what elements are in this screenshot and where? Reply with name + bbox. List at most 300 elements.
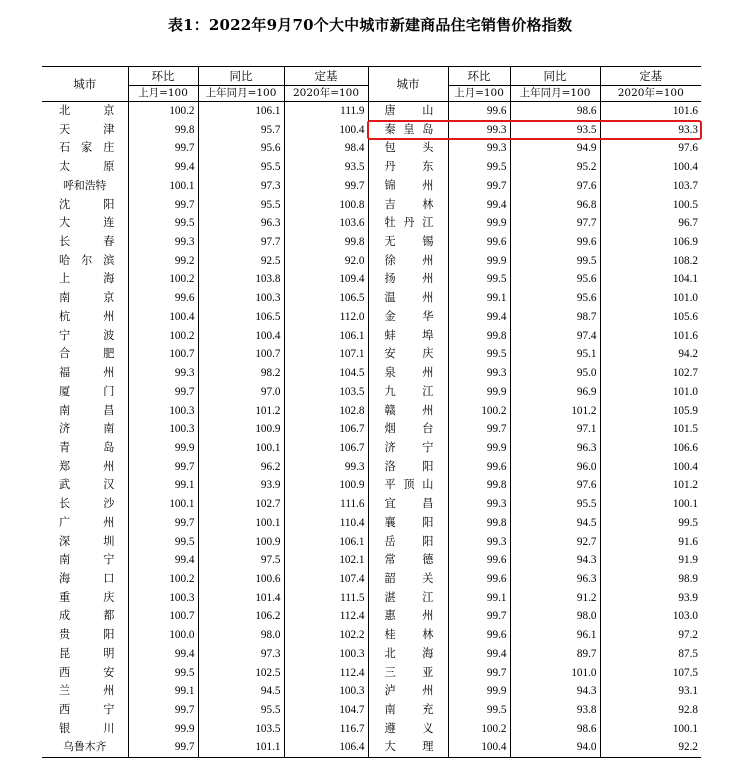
table-row	[42, 514, 701, 533]
city-name-right: 湛 江	[368, 589, 448, 608]
header-yoy-left: 同比	[198, 67, 284, 86]
index-yoy-left: 97.0	[198, 383, 284, 402]
table-row	[42, 383, 701, 402]
index-yoy-right: 95.6	[510, 289, 600, 308]
index-base-left: 99.7	[284, 177, 368, 196]
index-yoy-right: 94.3	[510, 682, 600, 701]
index-base-right: 92.2	[600, 738, 701, 757]
header-base-sub-right: 2020年=100	[600, 86, 701, 102]
table-row	[42, 196, 701, 215]
city-name-left: 哈尔滨	[59, 253, 115, 267]
index-mom-right: 99.7	[448, 177, 510, 196]
index-yoy-left: 96.3	[198, 214, 284, 233]
index-yoy-right: 89.7	[510, 645, 600, 664]
city-name-right: 遵 义	[368, 720, 448, 739]
index-base-right: 100.1	[600, 720, 701, 739]
index-yoy-right: 97.1	[510, 420, 600, 439]
index-mom-right: 99.8	[448, 514, 510, 533]
table-row	[42, 439, 701, 458]
index-base-right: 100.1	[600, 495, 701, 514]
table-row	[42, 664, 701, 683]
index-base-right: 93.3	[600, 121, 701, 140]
table-row	[42, 289, 701, 308]
index-mom-right: 100.2	[448, 720, 510, 739]
city-name-left: 宁 波	[59, 328, 115, 342]
index-yoy-left: 94.5	[198, 682, 284, 701]
city-name-left: 乌鲁木齐	[42, 738, 128, 757]
city-name-left: 银 川	[59, 721, 115, 735]
city-name-left: 成 都	[59, 609, 115, 623]
index-yoy-right: 98.6	[510, 720, 600, 739]
index-mom-left: 99.7	[128, 196, 198, 215]
table-row	[42, 645, 701, 664]
index-base-right: 101.2	[600, 476, 701, 495]
table-row	[42, 102, 701, 121]
index-mom-left: 99.7	[128, 139, 198, 158]
index-mom-left: 99.6	[128, 289, 198, 308]
index-mom-right: 99.9	[448, 439, 510, 458]
header-yoy-right: 同比	[510, 67, 600, 86]
table-body	[42, 102, 701, 758]
city-name-right: 南 充	[368, 701, 448, 720]
index-base-right: 94.2	[600, 345, 701, 364]
index-yoy-right: 98.0	[510, 607, 600, 626]
index-base-left: 109.4	[284, 270, 368, 289]
table-row	[42, 177, 701, 196]
city-name-right: 牡丹江	[368, 214, 448, 233]
index-base-right: 93.1	[600, 682, 701, 701]
table-row	[42, 158, 701, 177]
table-row	[42, 308, 701, 327]
city-name-right: 济 宁	[368, 439, 448, 458]
city-name-left: 上 海	[59, 272, 115, 286]
city-name-right: 安 庆	[368, 345, 448, 364]
index-mom-right: 99.6	[448, 626, 510, 645]
index-mom-left: 99.3	[128, 233, 198, 252]
table-row	[42, 252, 701, 271]
city-name-right: 平顶山	[368, 476, 448, 495]
city-name-right: 九 江	[368, 383, 448, 402]
index-base-left: 98.4	[284, 139, 368, 158]
index-mom-left: 99.5	[128, 533, 198, 552]
index-mom-left: 100.4	[128, 308, 198, 327]
index-yoy-left: 100.4	[198, 327, 284, 346]
table-row	[42, 139, 701, 158]
table-row	[42, 420, 701, 439]
index-mom-right: 99.4	[448, 645, 510, 664]
index-yoy-right: 95.2	[510, 158, 600, 177]
index-yoy-right: 94.9	[510, 139, 600, 158]
header-city-right: 城市	[368, 67, 448, 102]
index-yoy-right: 92.7	[510, 533, 600, 552]
index-yoy-left: 100.1	[198, 439, 284, 458]
index-mom-right: 99.1	[448, 289, 510, 308]
index-base-left: 111.6	[284, 495, 368, 514]
index-base-left: 106.4	[284, 738, 368, 757]
city-name-left: 西 安	[59, 665, 115, 679]
city-name-right: 韶 关	[368, 570, 448, 589]
city-name-right: 徐 州	[368, 252, 448, 271]
index-mom-left: 100.2	[128, 102, 198, 121]
index-mom-right: 99.9	[448, 383, 510, 402]
index-yoy-left: 97.7	[198, 233, 284, 252]
table-row	[42, 533, 701, 552]
city-name-left: 福 州	[59, 366, 115, 380]
index-base-right: 101.0	[600, 289, 701, 308]
table-row	[42, 345, 701, 364]
city-name-right: 泸 州	[368, 682, 448, 701]
index-yoy-right: 97.6	[510, 177, 600, 196]
index-base-left: 93.5	[284, 158, 368, 177]
city-name-right: 襄 阳	[368, 514, 448, 533]
city-name-left: 呼和浩特	[63, 178, 107, 192]
index-mom-left: 99.7	[128, 701, 198, 720]
city-name-right: 惠 州	[368, 607, 448, 626]
index-yoy-right: 98.6	[510, 102, 600, 121]
table-row	[42, 738, 701, 757]
city-name-right: 泉 州	[368, 364, 448, 383]
index-mom-left: 99.9	[128, 439, 198, 458]
index-base-left: 111.5	[284, 589, 368, 608]
index-base-left: 112.4	[284, 664, 368, 683]
index-yoy-right: 98.7	[510, 308, 600, 327]
table-row	[42, 327, 701, 346]
index-yoy-right: 93.5	[510, 121, 600, 140]
index-mom-left: 100.2	[128, 327, 198, 346]
index-base-left: 100.3	[284, 645, 368, 664]
city-name-right: 常 德	[368, 551, 448, 570]
index-mom-right: 99.6	[448, 102, 510, 121]
index-yoy-left: 97.5	[198, 551, 284, 570]
index-yoy-right: 101.0	[510, 664, 600, 683]
city-name-left: 广 州	[59, 515, 115, 529]
table-row	[42, 270, 701, 289]
city-name-right: 洛 阳	[368, 458, 448, 477]
index-mom-left: 100.0	[128, 626, 198, 645]
city-name-right: 烟 台	[368, 420, 448, 439]
index-mom-left: 100.7	[128, 607, 198, 626]
index-mom-left: 99.7	[128, 383, 198, 402]
header-base-right: 定基	[600, 67, 701, 86]
index-mom-left: 99.1	[128, 476, 198, 495]
index-base-right: 93.9	[600, 589, 701, 608]
table-row	[42, 364, 701, 383]
index-yoy-right: 94.3	[510, 551, 600, 570]
index-base-left: 102.8	[284, 402, 368, 421]
table-row	[42, 402, 701, 421]
table-row	[42, 233, 701, 252]
index-base-right: 98.9	[600, 570, 701, 589]
header-mom-sub-left: 上月=100	[128, 86, 198, 102]
index-yoy-right: 96.3	[510, 439, 600, 458]
price-index-table	[42, 66, 701, 758]
index-base-left: 92.0	[284, 252, 368, 271]
header-yoy-sub-right: 上年同月=100	[510, 86, 600, 102]
index-yoy-right: 99.6	[510, 233, 600, 252]
index-base-left: 99.3	[284, 458, 368, 477]
index-mom-right: 99.6	[448, 233, 510, 252]
header-base-sub-left: 2020年=100	[284, 86, 368, 102]
index-yoy-left: 92.5	[198, 252, 284, 271]
index-base-right: 101.5	[600, 420, 701, 439]
index-mom-right: 99.3	[448, 364, 510, 383]
index-base-left: 103.6	[284, 214, 368, 233]
index-mom-right: 99.3	[448, 495, 510, 514]
city-name-left: 昆 明	[59, 646, 115, 660]
index-mom-left: 100.3	[128, 420, 198, 439]
index-yoy-left: 98.2	[198, 364, 284, 383]
index-base-left: 100.8	[284, 196, 368, 215]
city-name-right: 大 理	[368, 738, 448, 757]
index-mom-right: 99.3	[448, 139, 510, 158]
index-yoy-left: 100.1	[198, 514, 284, 533]
index-yoy-left: 95.7	[198, 121, 284, 140]
index-base-right: 105.6	[600, 308, 701, 327]
index-base-left: 106.5	[284, 289, 368, 308]
header-yoy-sub-left: 上年同月=100	[198, 86, 284, 102]
index-yoy-left: 97.3	[198, 177, 284, 196]
index-base-left: 107.1	[284, 345, 368, 364]
index-base-right: 96.7	[600, 214, 701, 233]
index-yoy-right: 96.3	[510, 570, 600, 589]
index-yoy-right: 94.5	[510, 514, 600, 533]
city-name-left: 海 口	[59, 571, 115, 585]
index-base-left: 107.4	[284, 570, 368, 589]
index-mom-right: 99.5	[448, 158, 510, 177]
index-yoy-left: 100.6	[198, 570, 284, 589]
index-mom-left: 100.3	[128, 589, 198, 608]
index-base-right: 100.5	[600, 196, 701, 215]
index-mom-left: 99.4	[128, 551, 198, 570]
index-yoy-left: 101.2	[198, 402, 284, 421]
index-yoy-left: 100.7	[198, 345, 284, 364]
index-base-left: 110.4	[284, 514, 368, 533]
index-base-left: 99.8	[284, 233, 368, 252]
city-name-left: 沈 阳	[59, 197, 115, 211]
city-name-left: 南 昌	[59, 403, 115, 417]
index-base-left: 106.7	[284, 420, 368, 439]
index-yoy-right: 97.6	[510, 476, 600, 495]
index-base-left: 100.9	[284, 476, 368, 495]
index-base-right: 101.6	[600, 102, 701, 121]
index-mom-left: 100.1	[128, 177, 198, 196]
index-yoy-right: 95.1	[510, 345, 600, 364]
index-base-right: 107.5	[600, 664, 701, 683]
index-yoy-left: 95.6	[198, 139, 284, 158]
index-mom-right: 99.4	[448, 196, 510, 215]
table-row	[42, 214, 701, 233]
index-mom-right: 99.8	[448, 476, 510, 495]
city-name-right: 赣 州	[368, 402, 448, 421]
index-yoy-right: 97.7	[510, 214, 600, 233]
table-row	[42, 570, 701, 589]
header-base-left: 定基	[284, 67, 368, 86]
index-yoy-left: 103.8	[198, 270, 284, 289]
city-name-right: 岳 阳	[368, 533, 448, 552]
city-name-left: 南 宁	[59, 553, 115, 567]
index-yoy-left: 100.3	[198, 289, 284, 308]
table-row	[42, 458, 701, 477]
city-name-right: 扬 州	[368, 270, 448, 289]
table-row	[42, 551, 701, 570]
city-name-right: 蚌 埠	[368, 327, 448, 346]
index-yoy-right: 91.2	[510, 589, 600, 608]
index-yoy-left: 106.1	[198, 102, 284, 121]
city-name-right: 三 亚	[368, 664, 448, 683]
city-name-left: 大 连	[59, 216, 115, 230]
index-yoy-right: 95.5	[510, 495, 600, 514]
index-base-right: 97.6	[600, 139, 701, 158]
index-yoy-right: 96.8	[510, 196, 600, 215]
index-yoy-right: 93.8	[510, 701, 600, 720]
index-base-left: 106.1	[284, 327, 368, 346]
index-mom-right: 99.9	[448, 682, 510, 701]
index-base-right: 99.5	[600, 514, 701, 533]
index-yoy-left: 102.7	[198, 495, 284, 514]
index-yoy-right: 96.0	[510, 458, 600, 477]
index-mom-right: 99.1	[448, 589, 510, 608]
index-yoy-left: 100.9	[198, 420, 284, 439]
index-mom-left: 99.5	[128, 214, 198, 233]
table-row	[42, 701, 701, 720]
city-name-right: 宜 昌	[368, 495, 448, 514]
index-yoy-left: 101.4	[198, 589, 284, 608]
city-name-left: 深 圳	[59, 534, 115, 548]
index-mom-right: 99.4	[448, 308, 510, 327]
index-mom-left: 100.3	[128, 402, 198, 421]
index-yoy-left: 95.5	[198, 158, 284, 177]
city-name-left: 郑 州	[59, 459, 115, 473]
index-yoy-left: 101.1	[198, 738, 284, 757]
city-name-right: 吉 林	[368, 196, 448, 215]
index-base-left: 104.5	[284, 364, 368, 383]
index-base-right: 92.8	[600, 701, 701, 720]
index-base-right: 87.5	[600, 645, 701, 664]
index-base-right: 100.4	[600, 458, 701, 477]
index-mom-left: 100.2	[128, 570, 198, 589]
index-base-left: 103.5	[284, 383, 368, 402]
index-mom-right: 100.2	[448, 402, 510, 421]
index-yoy-right: 96.1	[510, 626, 600, 645]
city-name-left: 重 庆	[59, 590, 115, 604]
table-row	[42, 121, 701, 140]
index-mom-right: 99.6	[448, 458, 510, 477]
index-yoy-right: 95.0	[510, 364, 600, 383]
index-base-left: 104.7	[284, 701, 368, 720]
index-mom-left: 100.7	[128, 345, 198, 364]
index-mom-right: 99.9	[448, 214, 510, 233]
index-yoy-right: 95.6	[510, 270, 600, 289]
index-yoy-left: 96.2	[198, 458, 284, 477]
index-mom-right: 99.7	[448, 420, 510, 439]
index-base-right: 108.2	[600, 252, 701, 271]
index-base-right: 97.2	[600, 626, 701, 645]
index-base-right: 106.9	[600, 233, 701, 252]
index-yoy-left: 103.5	[198, 720, 284, 739]
city-name-left: 天 津	[59, 122, 115, 136]
city-name-left: 长 沙	[59, 497, 115, 511]
index-yoy-right: 97.4	[510, 327, 600, 346]
city-name-right: 温 州	[368, 289, 448, 308]
index-base-left: 100.4	[284, 121, 368, 140]
header-mom-right: 环比	[448, 67, 510, 86]
city-name-left: 青 岛	[59, 440, 115, 454]
city-name-left: 杭 州	[59, 309, 115, 323]
index-yoy-right: 101.2	[510, 402, 600, 421]
table-row	[42, 682, 701, 701]
index-yoy-left: 98.0	[198, 626, 284, 645]
index-yoy-left: 97.3	[198, 645, 284, 664]
index-yoy-left: 100.9	[198, 533, 284, 552]
index-base-right: 102.7	[600, 364, 701, 383]
index-mom-left: 99.3	[128, 364, 198, 383]
index-yoy-left: 95.5	[198, 196, 284, 215]
index-yoy-left: 106.5	[198, 308, 284, 327]
table-row	[42, 495, 701, 514]
index-mom-right: 99.7	[448, 607, 510, 626]
city-name-left: 石家庄	[59, 141, 115, 155]
index-base-right: 91.6	[600, 533, 701, 552]
index-mom-right: 99.3	[448, 121, 510, 140]
city-name-right: 桂 林	[368, 626, 448, 645]
city-name-left: 合 肥	[59, 347, 115, 361]
index-mom-left: 99.7	[128, 738, 198, 757]
index-mom-right: 99.3	[448, 533, 510, 552]
index-mom-left: 99.9	[128, 720, 198, 739]
index-base-left: 102.2	[284, 626, 368, 645]
index-mom-right: 99.6	[448, 570, 510, 589]
index-base-right: 91.9	[600, 551, 701, 570]
index-mom-left: 99.7	[128, 458, 198, 477]
index-mom-left: 99.4	[128, 158, 198, 177]
index-mom-right: 99.5	[448, 345, 510, 364]
index-yoy-left: 102.5	[198, 664, 284, 683]
index-base-right: 103.7	[600, 177, 701, 196]
index-mom-right: 99.7	[448, 664, 510, 683]
index-mom-left: 99.5	[128, 664, 198, 683]
city-name-right: 秦皇岛	[368, 121, 448, 140]
index-base-right: 101.6	[600, 327, 701, 346]
city-name-left: 兰 州	[59, 684, 115, 698]
city-name-right: 无 锡	[368, 233, 448, 252]
city-name-left: 贵 阳	[59, 628, 115, 642]
city-name-right: 锦 州	[368, 177, 448, 196]
table-row	[42, 626, 701, 645]
index-yoy-right: 94.0	[510, 738, 600, 757]
index-mom-right: 100.4	[448, 738, 510, 757]
index-base-right: 105.9	[600, 402, 701, 421]
index-base-right: 104.1	[600, 270, 701, 289]
index-base-left: 111.9	[284, 102, 368, 121]
city-name-right: 金 华	[368, 308, 448, 327]
index-base-left: 106.1	[284, 533, 368, 552]
index-mom-left: 99.4	[128, 645, 198, 664]
index-base-left: 112.0	[284, 308, 368, 327]
header-city-left: 城市	[42, 67, 128, 102]
index-mom-right: 99.9	[448, 252, 510, 271]
index-base-right: 103.0	[600, 607, 701, 626]
index-mom-left: 99.2	[128, 252, 198, 271]
index-yoy-left: 95.5	[198, 701, 284, 720]
city-name-left: 济 南	[59, 422, 115, 436]
table-row	[42, 720, 701, 739]
index-mom-right: 99.8	[448, 327, 510, 346]
index-yoy-left: 106.2	[198, 607, 284, 626]
index-mom-right: 99.6	[448, 551, 510, 570]
index-base-left: 106.7	[284, 439, 368, 458]
index-base-right: 101.0	[600, 383, 701, 402]
index-base-left: 112.4	[284, 607, 368, 626]
